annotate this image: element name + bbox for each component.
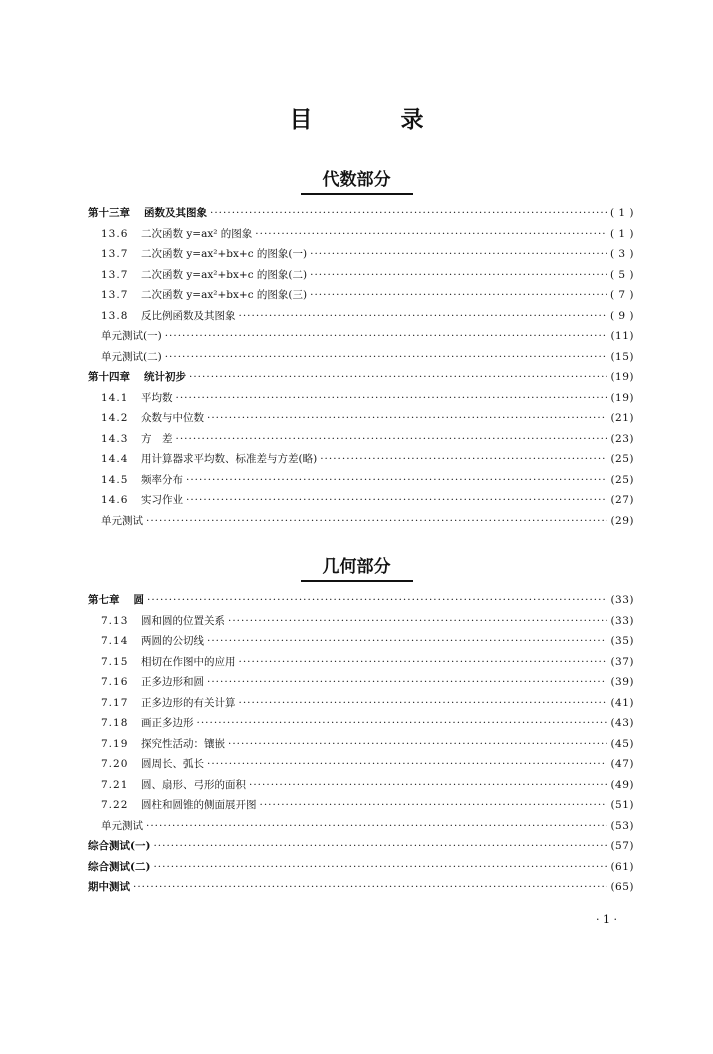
toc-section-entry	[88, 431, 634, 452]
dot-leader	[133, 881, 607, 893]
toc-entry-number: 7.17	[101, 696, 129, 709]
page-title: 目 录	[289, 107, 464, 133]
toc-entry-page: (25)	[610, 473, 634, 486]
section-title-text: 几何部分	[301, 552, 413, 582]
toc-section-entry	[88, 633, 634, 654]
toc-entry-number: 13.7	[101, 268, 129, 281]
toc-chapter-entry	[88, 369, 634, 390]
toc-section-entry	[88, 308, 634, 329]
toc-entry-label: 探究性活动：镶嵌	[141, 737, 225, 750]
toc-entry-label: 圆	[133, 594, 144, 606]
dot-leader	[147, 594, 607, 606]
toc-entry-number: 第七章	[88, 594, 120, 606]
dot-leader	[228, 615, 607, 627]
toc-section-entry	[88, 267, 634, 288]
toc-entry-label: 两圆的公切线	[141, 635, 204, 647]
toc-entry-number: 14.1	[101, 391, 129, 404]
dot-leader	[239, 310, 607, 322]
toc-entry-page: ( 3 )	[609, 248, 634, 260]
toc-section-entry	[88, 246, 634, 267]
toc-entry-page: (41)	[610, 696, 634, 709]
dot-leader	[186, 494, 607, 506]
toc-section-entry	[88, 736, 634, 757]
toc-chapter-entry	[88, 592, 634, 613]
toc-entry-label: 二次函数 y=ax²+bx+c 的图象(三)	[141, 289, 308, 301]
toc-entry-number: 7.16	[101, 676, 129, 688]
toc-section-entry	[88, 695, 634, 716]
toc-section-entry	[88, 328, 634, 349]
toc-entry-page: (23)	[610, 432, 634, 445]
toc-entry-page: (19)	[610, 371, 634, 383]
toc-entry-label: 正多边形的有关计算	[141, 696, 236, 709]
toc-entry-page: (57)	[610, 840, 634, 852]
toc-section-entry	[88, 756, 634, 777]
toc-entry-page: (35)	[610, 635, 634, 647]
dot-leader	[197, 717, 608, 729]
toc-entry-label: 用计算器求平均数、标准差与方差(略)	[141, 453, 318, 465]
dot-leader	[153, 861, 607, 873]
toc-entry-label: 相切在作图中的应用	[141, 655, 236, 668]
toc-entry-page: (51)	[610, 799, 634, 811]
toc-entry-number: 14.2	[101, 412, 129, 424]
toc-chapter-entry	[88, 205, 634, 226]
toc-entry-label: 单元测试	[101, 819, 143, 832]
toc-section-entry	[88, 777, 634, 798]
toc-entry-label: 二次函数 y=ax²+bx+c 的图象(二)	[141, 268, 308, 281]
toc-section-entry	[88, 715, 634, 736]
toc-entry-label: 实习作业	[141, 494, 183, 506]
toc-entry-number: 7.14	[101, 635, 129, 647]
toc-entry-number: 14.3	[101, 432, 129, 445]
toc-section-entry	[88, 674, 634, 695]
dot-leader	[310, 269, 607, 281]
toc-entry-page: ( 7 )	[609, 289, 634, 301]
toc-entry-label: 单元测试(二)	[101, 350, 162, 363]
toc-section-entry	[88, 513, 634, 534]
toc-section-entry	[88, 613, 634, 634]
dot-leader	[189, 371, 607, 383]
toc-entry-label: 方 差	[141, 432, 173, 445]
toc-section-entry	[88, 226, 634, 247]
toc-section-entry	[88, 390, 634, 411]
toc-section-entry	[88, 349, 634, 370]
toc-entry-page: (53)	[610, 819, 634, 832]
dot-leader	[207, 758, 607, 770]
toc-section-entry	[88, 472, 634, 493]
dot-leader	[186, 474, 607, 486]
toc-entry-label: 反比例函数及其图象	[141, 309, 236, 322]
dot-leader	[146, 820, 607, 832]
toc-entry-page: (15)	[610, 350, 634, 363]
toc-entry-label: 圆和圆的位置关系	[141, 614, 225, 627]
toc-entry-page: ( 5 )	[609, 268, 634, 281]
toc-entry-label: 圆柱和圆锥的侧面展开图	[141, 799, 257, 811]
toc-entry-page: ( 1 )	[609, 227, 634, 240]
toc-entry-number: 14.5	[101, 473, 129, 486]
toc-entry-number: 14.4	[101, 453, 129, 465]
toc-entry-label: 综合测试(一)	[88, 840, 151, 852]
toc-entry-number: 第十四章	[88, 371, 130, 383]
dot-leader	[176, 392, 608, 404]
toc-section-entry	[88, 287, 634, 308]
toc-entry-label: 函数及其图象	[144, 207, 207, 219]
toc-entry-label: 二次函数 y=ax²+bx+c 的图象(一)	[141, 248, 308, 260]
toc-chapter-entry	[88, 879, 634, 900]
dot-leader	[207, 412, 607, 424]
dot-leader	[255, 228, 607, 240]
toc-entry-label: 单元测试(一)	[101, 330, 162, 342]
toc-entry-number: 13.8	[101, 309, 129, 322]
toc-chapter-entry	[88, 859, 634, 880]
toc-entry-number: 7.20	[101, 758, 129, 770]
toc-entry-page: (21)	[610, 412, 634, 424]
dot-leader	[249, 779, 607, 791]
toc-entry-label: 二次函数 y=ax² 的图象	[141, 227, 253, 240]
toc-entry-page: (39)	[610, 676, 634, 688]
toc-entry-page: ( 1 )	[609, 207, 634, 219]
dot-leader	[210, 207, 607, 219]
toc-entry-number: 7.13	[101, 614, 129, 627]
toc-list-geometry	[88, 592, 634, 900]
toc-entry-label: 综合测试(二)	[88, 860, 151, 873]
toc-entry-page: (37)	[610, 655, 634, 668]
toc-entry-label: 频率分布	[141, 473, 183, 486]
toc-entry-number: 13.7	[101, 289, 129, 301]
toc-entry-label: 众数与中位数	[141, 412, 204, 424]
dot-leader	[228, 738, 607, 750]
toc-entry-number: 第十三章	[88, 207, 130, 219]
toc-entry-page: (19)	[610, 391, 634, 404]
toc-entry-label: 画正多边形	[141, 717, 194, 729]
toc-list-algebra	[88, 205, 634, 533]
toc-section-entry	[88, 797, 634, 818]
toc-entry-number: 7.15	[101, 655, 129, 668]
toc-entry-page: (61)	[610, 860, 634, 873]
toc-entry-label: 统计初步	[144, 371, 186, 383]
toc-entry-page: (11)	[610, 330, 634, 342]
section-title-text: 代数部分	[301, 165, 413, 195]
toc-entry-number: 14.6	[101, 494, 129, 506]
dot-leader	[165, 330, 608, 342]
section-title-algebra	[0, 165, 713, 195]
toc-entry-label: 期中测试	[88, 881, 130, 893]
toc-entry-number: 13.6	[101, 227, 129, 240]
toc-entry-page: (33)	[610, 594, 634, 606]
dot-leader	[146, 515, 607, 527]
dot-leader	[310, 289, 607, 301]
toc-entry-page: (27)	[610, 494, 634, 506]
toc-entry-number: 13.7	[101, 248, 129, 260]
dot-leader	[153, 840, 607, 852]
toc-entry-label: 正多边形和圆	[141, 676, 204, 688]
page-number: · 1 ·	[596, 913, 617, 926]
toc-entry-page: (33)	[610, 614, 634, 627]
dot-leader	[320, 453, 607, 465]
toc-section-entry	[88, 492, 634, 513]
section-title-geometry	[0, 552, 713, 582]
toc-entry-page: (65)	[610, 881, 634, 893]
toc-entry-page: (49)	[610, 778, 634, 791]
toc-section-entry	[88, 410, 634, 431]
dot-leader	[310, 248, 607, 260]
toc-section-entry	[88, 818, 634, 839]
toc-entry-page: ( 9 )	[609, 309, 634, 322]
toc-entry-number: 7.19	[101, 737, 129, 750]
toc-entry-label: 平均数	[141, 391, 173, 404]
dot-leader	[176, 433, 608, 445]
toc-entry-page: (45)	[610, 737, 634, 750]
dot-leader	[207, 635, 607, 647]
dot-leader	[239, 697, 608, 709]
toc-entry-page: (29)	[610, 514, 634, 527]
toc-section-entry	[88, 654, 634, 675]
toc-entry-page: (43)	[610, 717, 634, 729]
toc-entry-number: 7.22	[101, 799, 129, 811]
toc-entry-page: (25)	[610, 453, 634, 465]
dot-leader	[239, 656, 608, 668]
toc-entry-label: 圆、扇形、弓形的面积	[141, 778, 246, 791]
toc-entry-number: 7.18	[101, 717, 129, 729]
toc-entry-label: 圆周长、弧长	[141, 758, 204, 770]
toc-entry-number: 7.21	[101, 778, 129, 791]
toc-entry-label: 单元测试	[101, 514, 143, 527]
toc-entry-page: (47)	[610, 758, 634, 770]
dot-leader	[207, 676, 607, 688]
dot-leader	[260, 799, 608, 811]
toc-section-entry	[88, 451, 634, 472]
dot-leader	[165, 351, 608, 363]
toc-chapter-entry	[88, 838, 634, 859]
